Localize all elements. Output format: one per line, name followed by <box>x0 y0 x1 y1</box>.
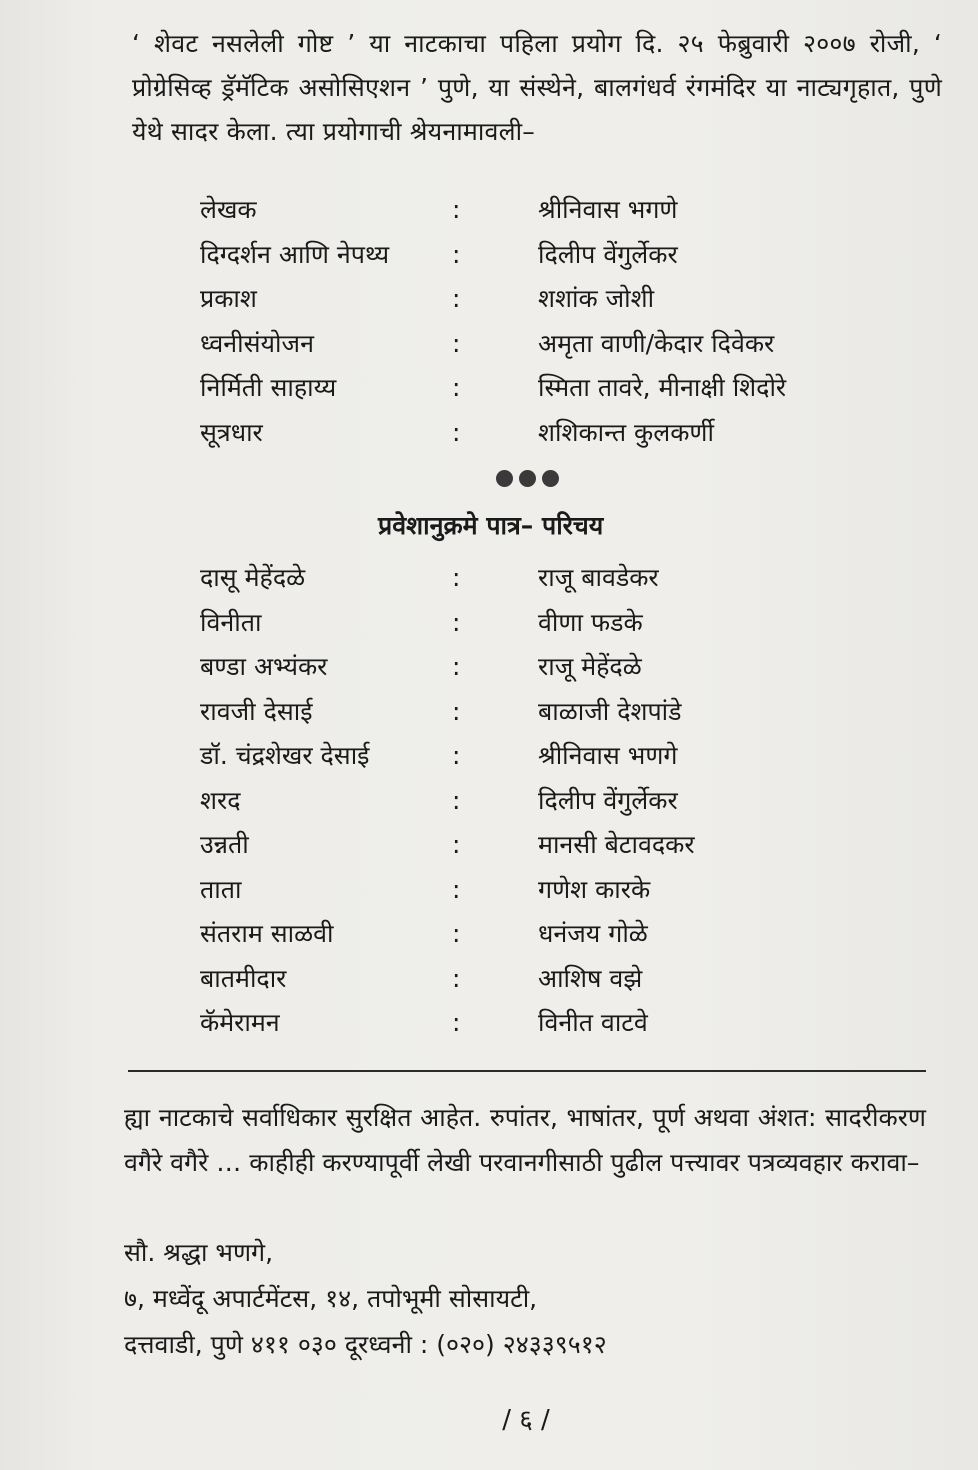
cast-role: बण्डा अभ्यंकर <box>200 652 328 681</box>
cast-row <box>200 868 920 913</box>
credit-row <box>200 233 920 278</box>
credit-name: दिलीप वेंगुर्लेकर <box>538 239 678 269</box>
rights-notice: ह्या नाटकाचे सर्वाधिकार सुरक्षित आहेत. रुपांतर, भाषांतर, पूर्ण अथवा अंशत: सादरीकरण वगैरे वगैरे … काहीही करण्यापूर्वी लेखी परवानगीसाठी पुढील पत्त्यावर पत्रव्यवहार करावा– <box>124 1103 926 1177</box>
credit-role: प्रकाश <box>200 284 257 313</box>
cast-actor: गणेश कारके <box>538 874 651 904</box>
credit-row <box>200 366 920 411</box>
cast-colon: : <box>452 652 461 681</box>
cast-row <box>200 690 920 735</box>
cast-colon: : <box>452 1008 461 1037</box>
credit-row <box>200 322 920 367</box>
cast-colon: : <box>452 696 461 726</box>
credit-colon: : <box>452 328 461 358</box>
cast-row <box>200 645 920 690</box>
credit-colon: : <box>452 284 461 313</box>
cast-actor: दिलीप वेंगुर्लेकर <box>538 785 678 815</box>
cast-role: कॅमेरामन <box>200 1008 280 1037</box>
credit-role: सूत्रधार <box>200 417 263 447</box>
cast-row <box>200 779 920 824</box>
cast-colon: : <box>452 830 461 859</box>
cast-colon: : <box>452 563 461 592</box>
credit-name: स्मिता तावरे, मीनाक्षी शिदोरे <box>538 373 787 402</box>
page-number: / ६ / <box>502 1405 550 1435</box>
horizontal-rule <box>128 1070 926 1072</box>
divider-dot <box>542 470 559 487</box>
cast-row <box>200 556 920 601</box>
contact-address <box>124 1230 926 1368</box>
cast-role: संतराम साळवी <box>200 919 334 948</box>
credit-name: अमृता वाणी/केदार दिवेकर <box>538 328 775 358</box>
cast-actor: धनंजय गोळे <box>538 919 648 948</box>
intro-paragraph: ‘ शेवट नसलेली गोष्ट ’ या नाटकाचा पहिला प्रयोग दि. २५ फेब्रुवारी २००७ रोजी, ‘ प्रोग्रेसिव्ह ड्रॅमॅटिक असोसिएशन ’ पुणे, या संस्थेने, बालगंधर्व रंगमंदिर या नाट्यगृहात, पुणे येथे सादर केला. त्या प्रयोगाची श्रेयनामावली– <box>132 29 942 146</box>
credit-colon: : <box>452 417 461 447</box>
credit-role: दिग्दर्शन आणि नेपथ्य <box>200 239 390 269</box>
credit-colon: : <box>452 373 461 402</box>
credit-name: शशांक जोशी <box>538 284 655 313</box>
cast-colon: : <box>452 919 461 948</box>
divider-dot <box>496 470 513 487</box>
cast-role: उन्नती <box>200 830 249 859</box>
cast-actor: विनीत वाटवे <box>538 1008 648 1037</box>
cast-row <box>200 1001 920 1046</box>
credit-colon: : <box>452 239 461 269</box>
intro-paragraph-block <box>132 22 942 154</box>
credit-name: शशिकान्त कुलकर्णी <box>538 417 714 447</box>
cast-actor: बाळाजी देशपांडे <box>538 696 682 726</box>
cast-actor: मानसी बेटावदकर <box>538 830 695 859</box>
cast-colon: : <box>452 785 461 815</box>
cast-row <box>200 734 920 779</box>
cast-actor: राजू मेहेंदळे <box>538 652 642 681</box>
cast-colon: : <box>452 607 461 637</box>
credit-row <box>200 411 920 456</box>
cast-role: रावजी देसाई <box>200 696 313 726</box>
credit-row <box>200 188 920 233</box>
cast-actor: राजू बावडेकर <box>538 563 659 592</box>
address-name: सौ. श्रद्धा भणगे, <box>124 1238 274 1267</box>
cast-colon: : <box>452 741 461 770</box>
cast-role: बातमीदार <box>200 963 287 993</box>
address-line-2: दत्तवाडी, पुणे ४११ ०३० दूरध्वनी : (०२०) २४३३९५१२ <box>124 1330 607 1359</box>
cast-role: शरद <box>200 785 241 815</box>
cast-colon: : <box>452 963 461 993</box>
cast-list <box>200 556 920 1046</box>
cast-role: डॉ. चंद्रशेखर देसाई <box>200 741 370 770</box>
cast-role: ताता <box>200 874 242 904</box>
cast-actor: आशिष वझे <box>538 963 643 993</box>
credit-role: निर्मिती साहाय्य <box>200 373 337 402</box>
cast-colon: : <box>452 874 461 904</box>
cast-role: विनीता <box>200 607 262 637</box>
cast-row <box>200 823 920 868</box>
cast-actor: श्रीनिवास भणगे <box>538 741 678 770</box>
credit-name: श्रीनिवास भगणे <box>538 195 678 224</box>
credits-list <box>200 188 920 455</box>
section-divider-dots <box>496 470 566 490</box>
address-line-1: ७, मध्वेंदू अपार्टमेंटस, १४, तपोभूमी सोसायटी, <box>124 1284 538 1313</box>
credit-colon: : <box>452 195 461 224</box>
credit-role: ध्वनीसंयोजन <box>200 328 314 358</box>
cast-row <box>200 957 920 1002</box>
cast-role: दासू मेहेंदळे <box>200 563 306 592</box>
cast-row <box>200 601 920 646</box>
divider-dot <box>519 470 536 487</box>
credit-row <box>200 277 920 322</box>
cast-row <box>200 912 920 957</box>
cast-section-title: प्रवेशानुक्रमे पात्र– परिचय <box>378 511 604 540</box>
credit-role: लेखक <box>200 195 257 224</box>
cast-actor: वीणा फडके <box>538 607 643 637</box>
rights-notice-block <box>124 1095 926 1185</box>
